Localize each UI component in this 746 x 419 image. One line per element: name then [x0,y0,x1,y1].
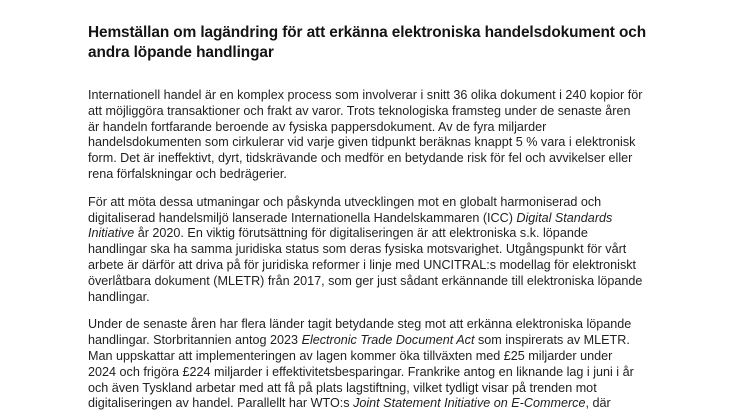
text-line [88,290,668,306]
text-line [88,242,668,258]
text-line [88,349,668,365]
text-run: och även Tyskland arbetar med att få på plats lagstiftning, vilket tydligt visar på trenden mot [88,380,597,395]
text-run: som inspirerats av MLETR. [474,333,630,348]
text-run: form. Det är ineffektivt, dyrt, tidskrävande och medför en betydande risk för fel och avvikelser eller [88,151,633,166]
text-run: digitaliseringen av handel. Parallellt har WTO:s [88,396,354,411]
text-line [88,274,668,290]
document-title [88,23,668,62]
text-run: För att möta dessa utmaningar och påskynda utvecklingen mot en globalt harmoniserad och [88,194,602,209]
text-line [88,120,668,136]
text-line [88,333,668,349]
text-line [88,258,668,274]
text-run: , där [585,396,611,411]
text-line [88,226,668,242]
title-line: andra löpande handlingar [88,43,274,61]
text-line [88,211,668,227]
text-run: handlingar. Storbritannien antog 2023 [88,333,302,348]
text-run: Man uppskattar att implementeringen av lagen kommer öka tillväxten med £25 miljarder under [88,348,613,363]
text-run: handlingar ska ha samma juridiska status som deras fysiska motsvarighet. Utgångspunkt för vårt [88,242,627,257]
text-run: Under de senaste åren har flera länder tagit betydande steg mot att erkänna elektroniska löpande [88,317,632,332]
text-run: handelsdokumenten som cirkulerar vid varje given tidpunkt beräknas knappt 5 % vara i elektronisk [88,135,636,150]
title-line: Hemställan om lagändring för att erkänna elektroniska handelsdokument och [88,24,647,41]
text-run: digitaliserad handelsmiljö lanserade Internationella Handelskammaren (ICC) [88,210,517,225]
text-line [88,365,668,381]
text-run: 2024 och frigöra £224 miljarder i effektivitetsbesparingar. Frankrike antog en liknande lag i juni i år [88,364,634,379]
text-run: rena förfalskningar och bedrägerier. [88,166,287,181]
text-line [88,167,668,183]
text-line [88,151,668,167]
text-line [88,104,668,120]
text-line [88,396,668,412]
italic-text: Electronic Trade Document Act [301,333,475,348]
text-run: handlingar. [88,289,150,304]
text-run: år 2020. En viktig förutsättning för digitaliseringen är att elektroniska s.k. löpande [134,226,588,241]
paragraph [88,88,668,183]
text-run: arbete är därför att driva på för juridiska reformer i linje med UNCITRAL:s modellag för elektroniskt [88,257,637,272]
text-line [88,381,668,397]
paragraph [88,317,668,412]
paragraph [88,195,668,306]
italic-text: Initiative [88,226,135,241]
document-body [88,88,668,412]
text-run: att möjliggöra transaktioner och frakt av varor. Trots teknologiska framsteg under de senaste åren [88,103,631,118]
text-run: överlåtbara dokument (MLETR) från 2017, som ger just sådant erkännande till elektroniska löpande [88,273,643,288]
italic-text: Joint Statement Initiative on E-Commerce [353,396,586,411]
italic-text: Digital Standards [516,210,613,225]
text-run: Internationell handel är en komplex process som involverar i snitt 36 olika dokument i 240 kopior för [88,88,643,102]
text-line [88,317,668,333]
text-run: är handeln fortfarande beroende av fysiska pappersdokument. Av de fyra miljarder [88,119,547,134]
text-line [88,135,668,151]
document-page [88,23,668,412]
text-line [88,88,668,104]
text-line [88,195,668,211]
